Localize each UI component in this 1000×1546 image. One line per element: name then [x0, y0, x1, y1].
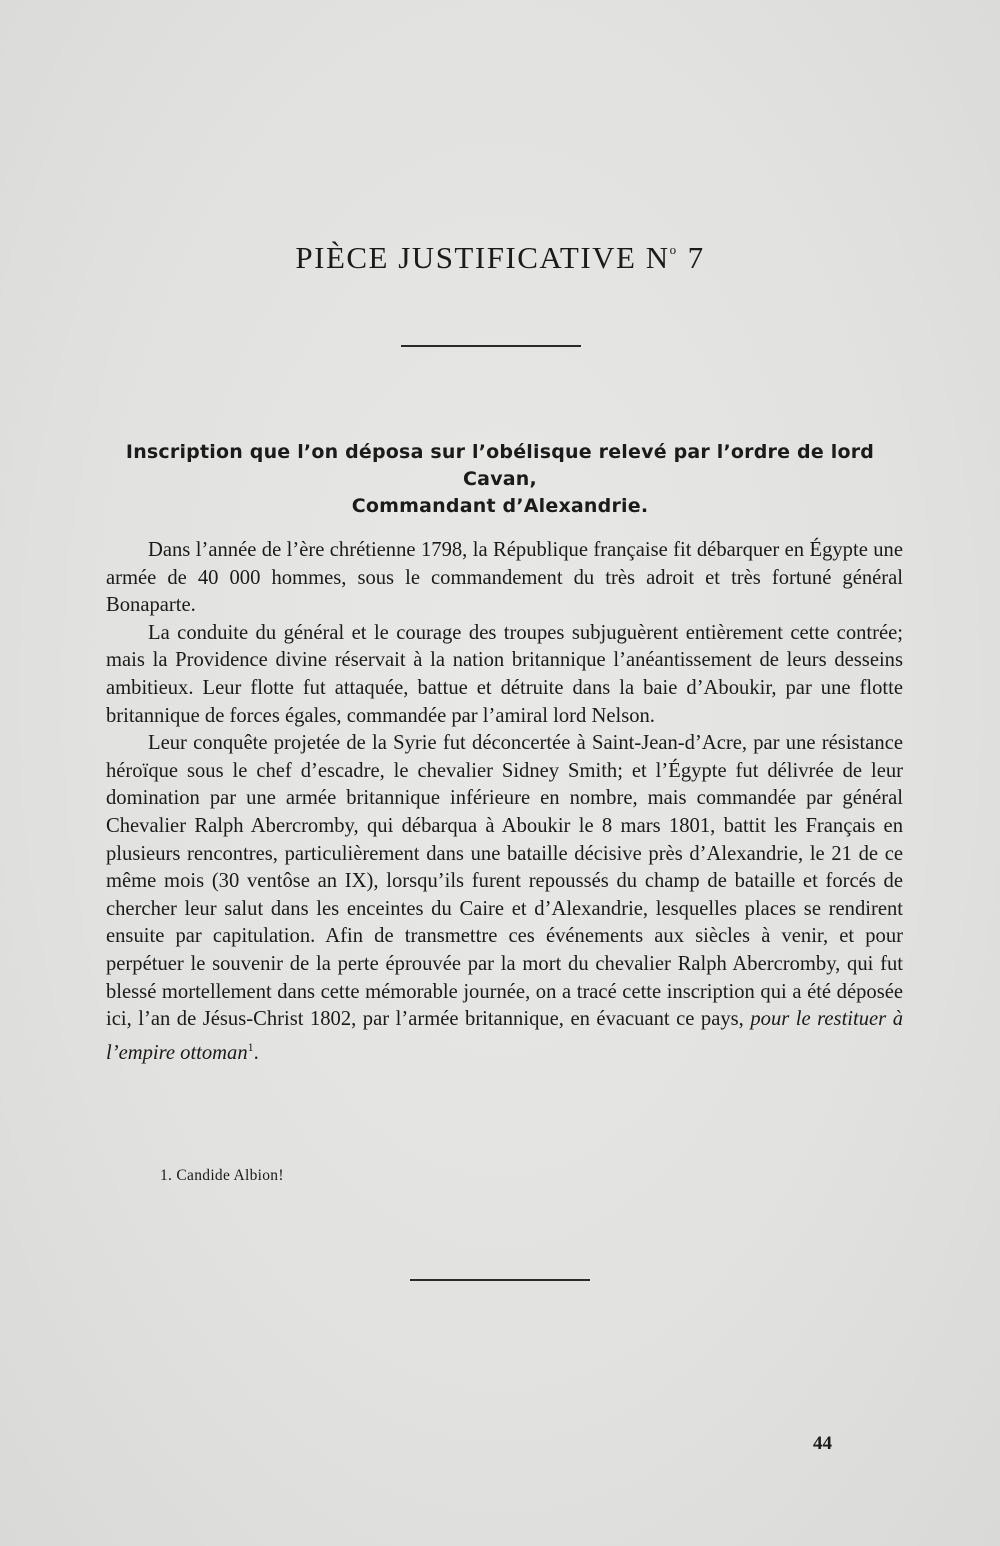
paragraph-1: Dans l’année de l’ère chrétienne 1798, la République française fit débarquer en Égypte une armée de 40 000 hommes, sous le commandement du très adroit et très fortuné général Bonaparte.	[106, 539, 903, 617]
inscription-subtitle	[90, 439, 910, 520]
footnote: 1. Candide Albion!	[160, 1167, 284, 1184]
body-text	[106, 537, 903, 1067]
title-superscript: o	[669, 242, 678, 257]
paragraph-3-text: Leur conquête projetée de la Syrie fut déconcertée à Saint-Jean-d’Acre, par une résistance héroïque sous le chef d’escadre, le chevalier Sidney Smith; et l’Égypte fut délivrée de leur domination par une armée britannique inférieure en nombre, mais commandée par général Chevalier Ralph Abercromby, qui débarqua à Aboukir le 8 mars 1801, battit les Français en plusieurs rencontres, particulièrement dans une bataille décisive près d’Alexandrie, le 21 de ce même mois (30 ventôse an IX), lorsqu’ils furent repoussés du champ de bataille et forcés de chercher leur salut dans les enceintes du Caire et d’Alexandrie, lesquelles places se rendirent ensuite par capitulation. Afin de transmettre ces événements aux siècles à venir, et pour perpétuer le souvenir de la perte éprouvée par la mort du chevalier Ralph Abercromby, qui fut blessé mortellement dans cette mémorable journée, on a tracé cette inscription qui a été déposée ici, l’an de Jésus-Christ 1802, par l’armée britannique, en évacuant ce pays,	[106, 732, 903, 1031]
paragraph-3-end: .	[253, 1041, 259, 1064]
paragraph-2: La conduite du général et le courage des troupes subjuguèrent entièrement cette contrée; mais la Providence divine réservait à la nation britannique l’anéantissement de leurs desseins ambitieux. Leur flotte fut attaquée, battue et détruite dans la baie d’Aboukir, par une flotte britannique de forces égales, commandée par l’amiral lord Nelson.	[106, 621, 903, 727]
subtitle-line-1: Inscription que l’on déposa sur l’obélisque relevé par l’ordre de lord Cavan,	[125, 441, 875, 490]
footnote-marker: 1	[247, 1039, 254, 1054]
title-number: 7	[687, 240, 705, 275]
paragraph-3	[106, 730, 903, 1067]
page-title	[0, 240, 1000, 276]
page-number: 44	[813, 1433, 832, 1454]
subtitle-line-2: Commandant d’Alexandrie.	[351, 495, 649, 517]
paragraph-3-italic: pour le restituer à l’empire ottoman	[106, 1008, 904, 1064]
end-divider	[410, 1279, 590, 1281]
title-divider	[401, 345, 581, 347]
title-text: PIÈCE JUSTIFICATIVE N	[295, 240, 670, 275]
